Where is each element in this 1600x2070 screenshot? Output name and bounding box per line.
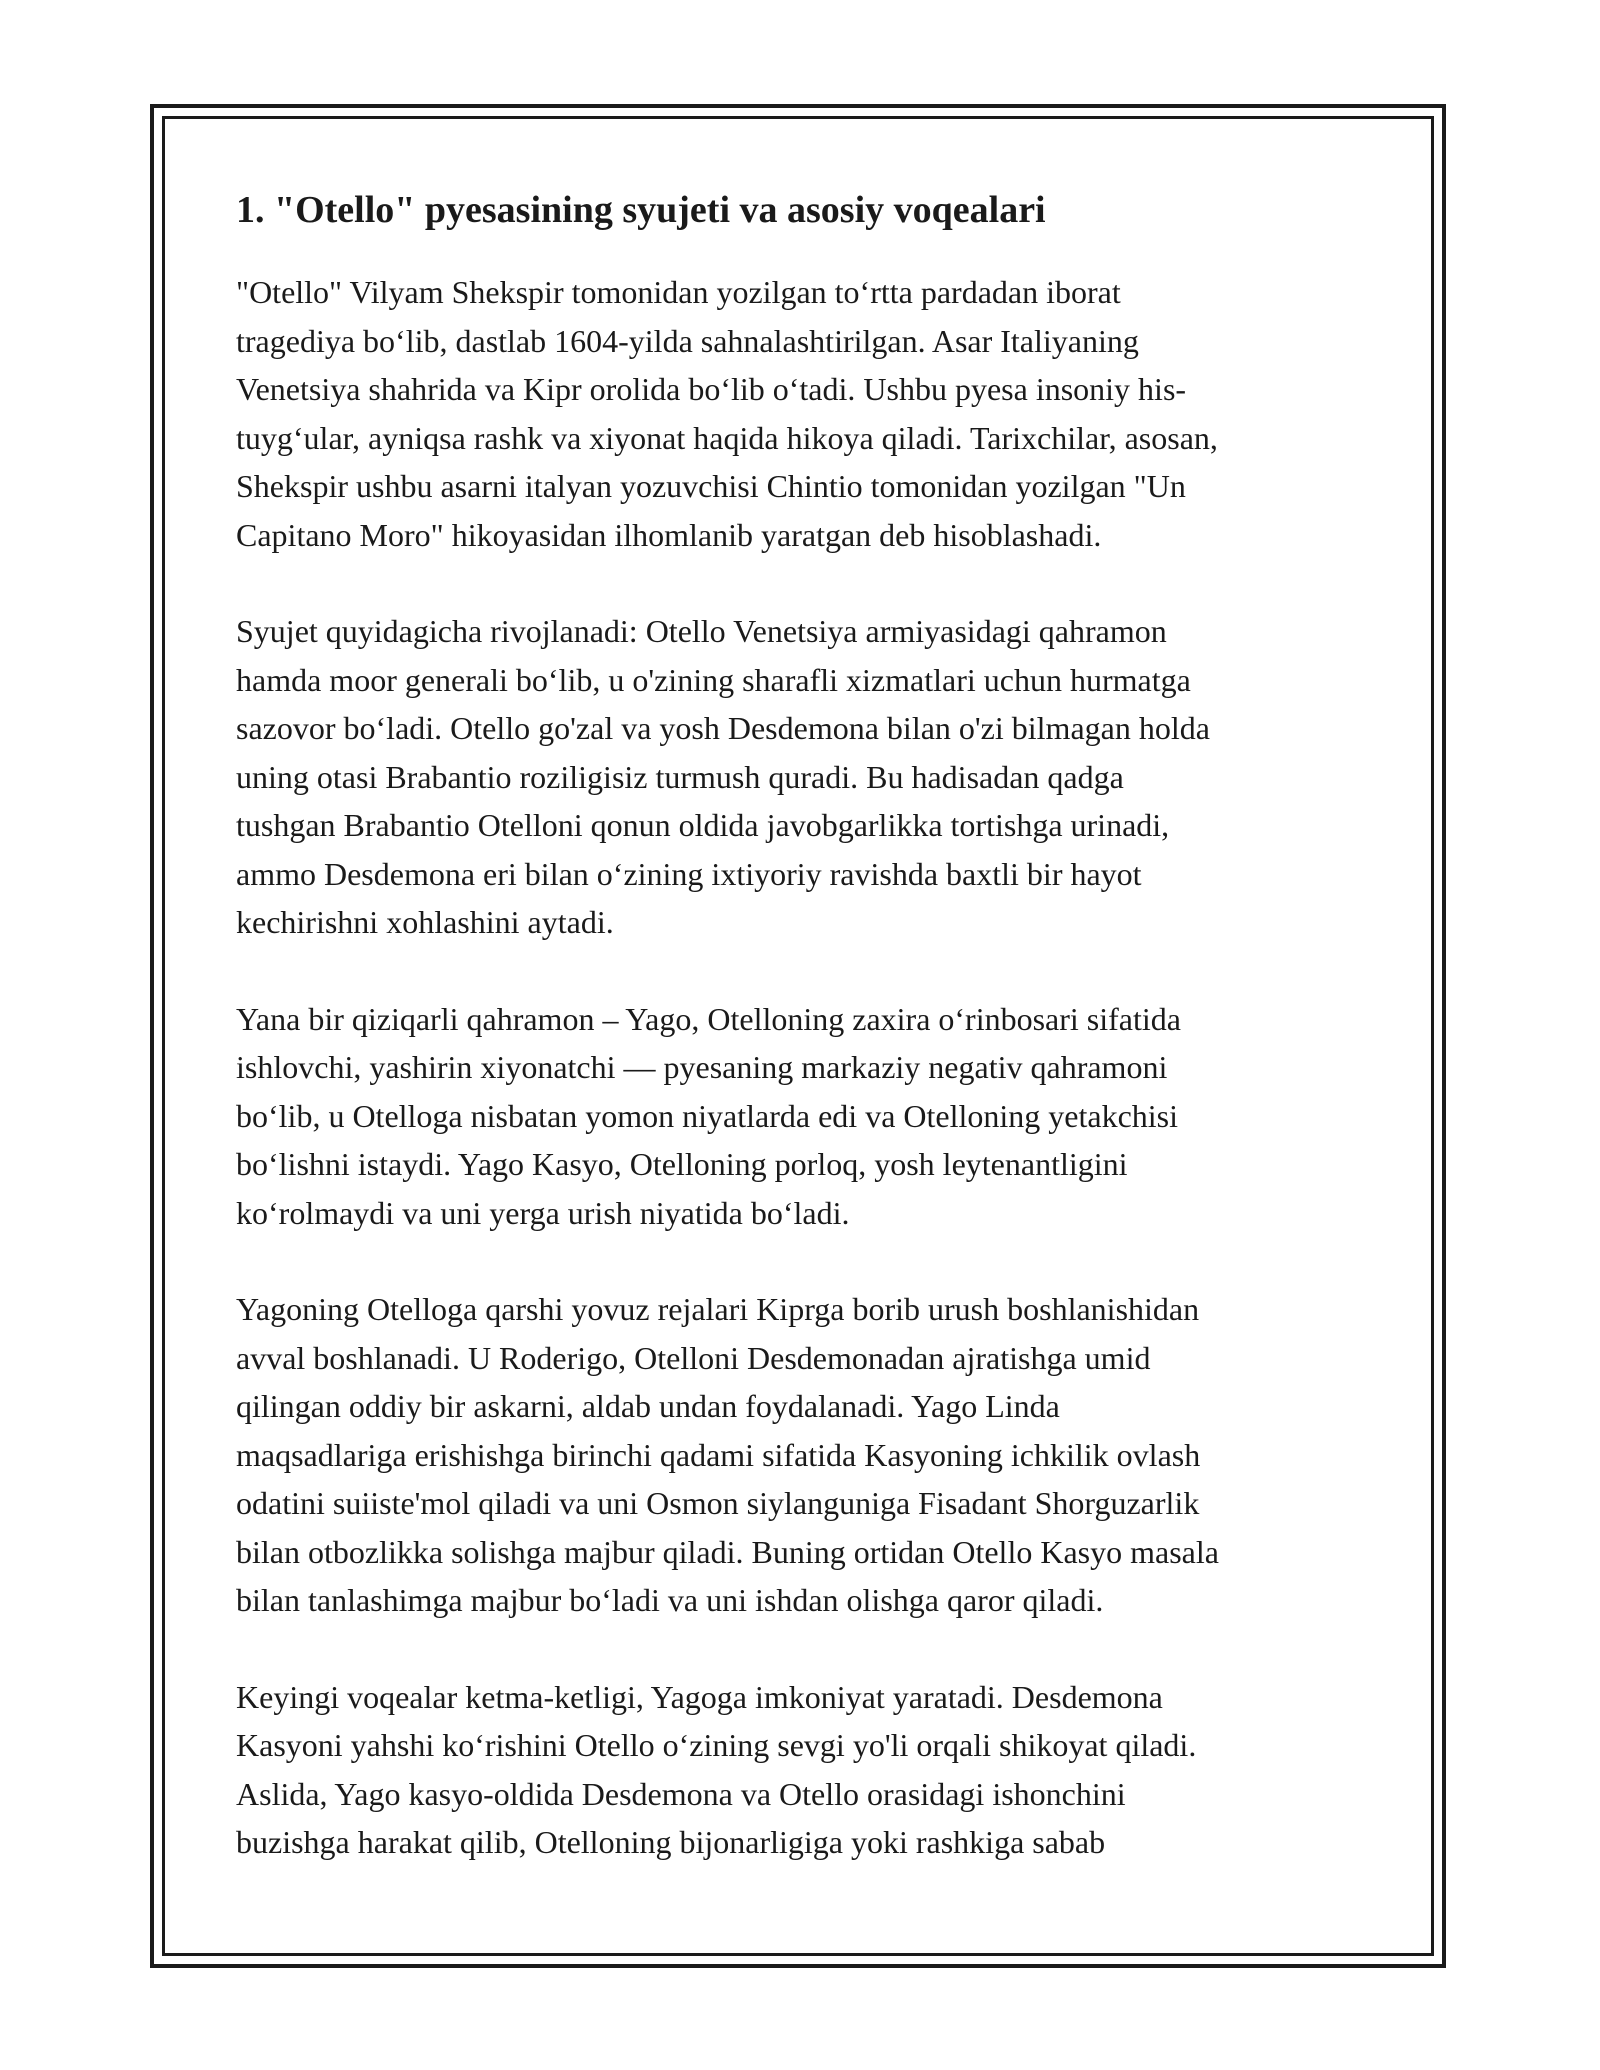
paragraph-line: Aslida, Yago kasyo-oldida Desdemona va Otello orasidagi ishonchini [236,1775,1126,1812]
paragraph [236,268,1376,559]
paragraph-line: tuyg‘ular, ayniqsa rashk va xiyonat haqida hikoya qiladi. Tarixchilar, asosan, [236,419,1218,456]
paragraph-line: qilingan oddiy bir askarni, aldab undan foydalanadi. Yago Linda [236,1388,1060,1424]
paragraph-line: "Otello" Vilyam Shekspir tomonidan yozilgan to‘rtta pardadan iborat [236,274,1121,310]
paragraph-line: ammo Desdemona eri bilan o‘zining ixtiyoriy ravishda baxtli bir hayot [236,855,1142,892]
paragraph-line: Capitano Moro" hikoyasidan ilhomlanib yaratgan deb hisoblashadi. [236,516,1102,553]
paragraph-line: ishlovchi, yashirin xiyonatchi — pyesaning markaziy negativ qahramoni [236,1049,1168,1085]
paragraph-line: Yana bir qiziqarli qahramon – Yago, Otelloning zaxira o‘rinbosari sifatida [236,1000,1181,1037]
paragraph-line: tragediya bo‘lib, dastlab 1604-yilda sahnalashtirilgan. Asar Italiyaning [236,322,1139,359]
paragraph-line: bilan tanlashimga majbur bo‘ladi va uni ishdan olishga qaror qiladi. [236,1582,1104,1618]
paragraph-line: Kasyoni yahshi ko‘rishini Otello o‘zining sevgi yo'li orqali shikoyat qiladi. [236,1727,1197,1763]
paragraph-line: Keyingi voqealar ketma-ketligi, Yagoga imkoniyat yaratadi. Desdemona [236,1678,1163,1715]
paragraph [236,607,1376,947]
paragraph-line: Venetsiya shahrida va Kipr orolida bo‘lib o‘tadi. Ushbu pyesa insoniy his- [236,371,1187,407]
paragraph-line: buzishga harakat qilib, Otelloning bijonarligiga yoki rashkiga sabab [236,1824,1106,1860]
document-body [236,186,1376,1867]
paragraph-line: Yagoning Otelloga qarshi yovuz rejalari Kiprga borib urush boshlanishidan [236,1291,1200,1327]
paragraph-list [236,268,1376,1867]
paragraph [236,1285,1376,1625]
paragraph-line: bo‘lib, u Otelloga nisbatan yomon niyatlarda edi va Otelloning yetakchisi [236,1097,1178,1134]
paragraph-line: odatini suiiste'mol qiladi va uni Osmon siylanguniga Fisadant Shorguzarlik [236,1485,1200,1521]
paragraph-line: ko‘rolmaydi va uni yerga urish niyatida bo‘ladi. [236,1194,850,1231]
paragraph-line: hamda moor generali bo‘lib, u o'zining sharafli xizmatlari uchun hurmatga [236,661,1191,698]
paragraph [236,995,1376,1238]
paragraph-line: Syujet quyidagicha rivojlanadi: Otello Venetsiya armiyasidagi qahramon [236,613,1167,649]
paragraph-line: maqsadlariga erishishga birinchi qadami sifatida Kasyoning ichkilik ovlash [236,1436,1201,1473]
paragraph-line: bo‘lishni istaydi. Yago Kasyo, Otelloning porloq, yosh leytenantligini [236,1146,1128,1182]
paragraph-line: uning otasi Brabantio roziligisiz turmush quradi. Bu hadisadan qadga [236,758,1124,795]
paragraph [236,1673,1376,1867]
paragraph-line: kechirishni xohlashini aytadi. [236,904,614,940]
paragraph-line: sazovor bo‘ladi. Otello go'zal va yosh Desdemona bilan o'zi bilmagan holda [236,710,1210,746]
paragraph-line: tushgan Brabantio Otelloni qonun oldida javobgarlikka tortishga urinadi, [236,807,1170,843]
section-heading: 1. "Otello" pyesasining syujeti va asosiy voqealari [236,189,1046,231]
paragraph-line: bilan otbozlikka solishga majbur qiladi. Buning ortidan Otello Kasyo masala [236,1533,1219,1570]
paragraph-line: avval boshlanadi. U Roderigo, Otelloni Desdemonadan ajratishga umid [236,1339,1151,1376]
paragraph-line: Shekspir ushbu asarni italyan yozuvchisi Chintio tomonidan yozilgan "Un [236,468,1186,504]
